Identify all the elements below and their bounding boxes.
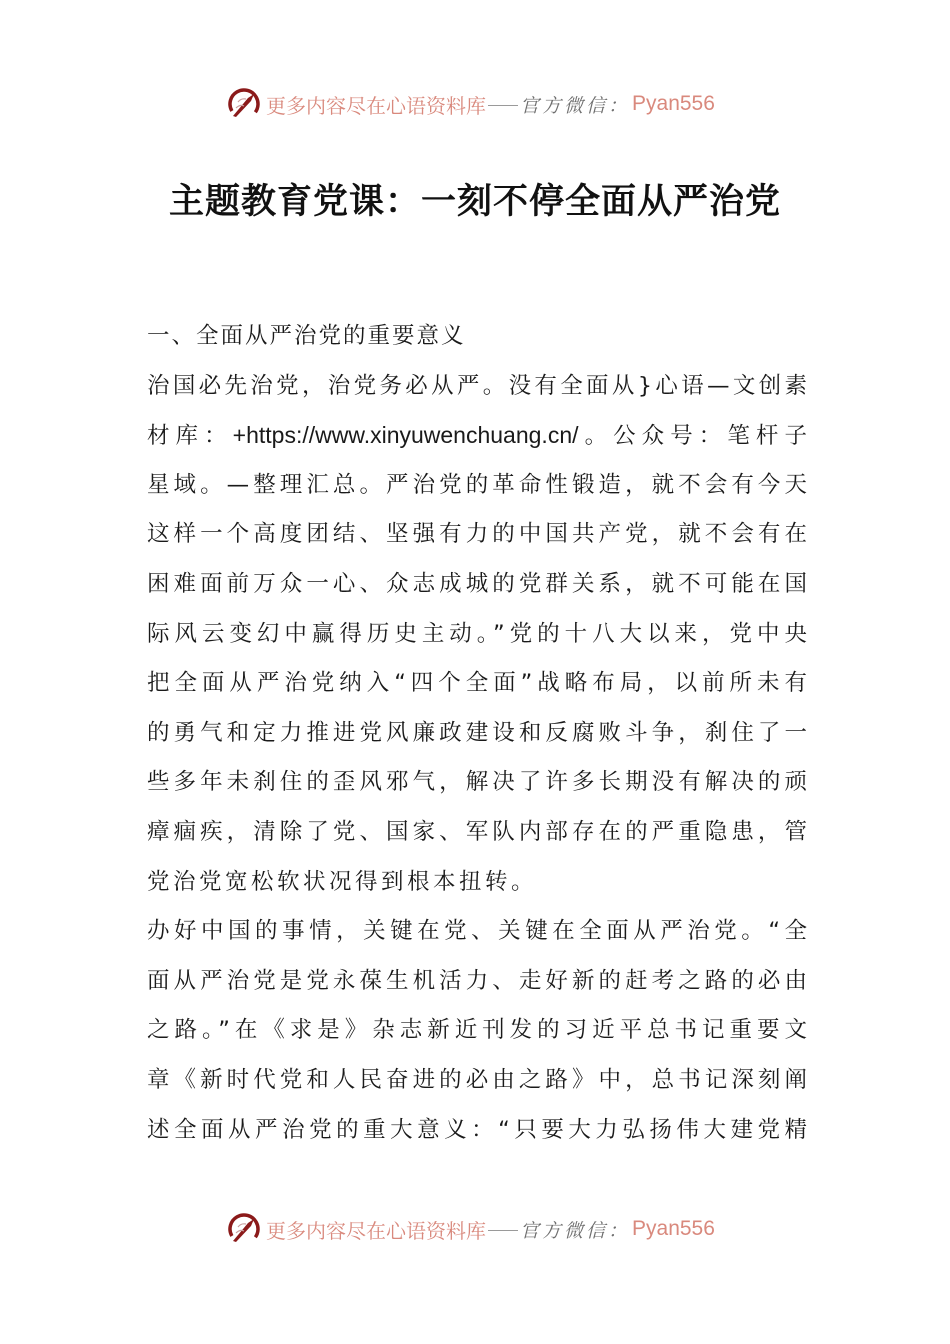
text-line-with-url (147, 411, 807, 461)
quill-pen-logo-icon (226, 1211, 262, 1247)
text-line: 治国必先治党，治党务必从严。没有全面从}心语—文创素 (147, 372, 807, 399)
watermark-main-text: 更多内容尽在心语资料库 (266, 93, 486, 118)
document-title: 主题教育党课：一刻不停全面从严治党 (168, 182, 781, 222)
footer-watermark (226, 1209, 726, 1249)
header-watermark (226, 84, 726, 124)
text-fragment: 。公众号：笔杆子 (578, 423, 807, 450)
text-line: 困难面前万众一心、众志成城的党群关系，就不可能在国 (147, 570, 807, 597)
paragraph-2 (147, 907, 807, 1155)
watermark-main-text: 更多内容尽在心语资料库 (266, 1218, 486, 1243)
paragraph-1 (147, 362, 807, 908)
text-line: 述全面从严治党的重大意义：“只要大力弘扬伟大建党精 (147, 1116, 807, 1143)
watermark-wechat-id: Pyan556 (632, 1217, 715, 1240)
text-line: 党治党宽松软状况得到根本扭转。 (147, 868, 538, 895)
watermark-wechat-id: Pyan556 (632, 92, 715, 115)
text-line: 办好中国的事情，关键在党、关键在全面从严治党。“全 (147, 918, 807, 945)
text-line: 面从严治党是党永葆生机活力、走好新的赶考之路的必由 (147, 967, 807, 994)
text-line: 章《新时代党和人民奋进的必由之路》中，总书记深刻阐 (147, 1066, 807, 1093)
url-link[interactable]: +https://www.xinyuwenchuang.cn/ (232, 422, 579, 449)
text-line: 把全面从严治党纳入“四个全面”战略布局，以前所未有 (147, 670, 807, 697)
text-line: 的勇气和定力推进党风廉政建设和反腐败斗争，刹住了一 (147, 719, 807, 746)
watermark-dash (488, 105, 518, 106)
text-line: 星域。—整理汇总。严治党的革命性锻造，就不会有今天 (147, 471, 807, 498)
text-line: 这样一个高度团结、坚强有力的中国共产党，就不会有在 (147, 521, 807, 548)
text-line: 瘴痼疾，清除了党、国家、军队内部存在的严重隐患，管 (147, 818, 807, 845)
document-body (147, 312, 807, 1155)
watermark-wechat-label: 官方微信： (520, 94, 631, 117)
watermark-wechat-label: 官方微信： (520, 1219, 631, 1242)
section-heading: 一、全面从严治党的重要意义 (147, 323, 466, 349)
text-line: 之路。”在《求是》杂志新近刊发的习近平总书记重要文 (147, 1017, 807, 1044)
text-line: 际风云变幻中赢得历史主动。”党的十八大以来，党中央 (147, 620, 807, 647)
quill-pen-logo-icon (226, 86, 262, 122)
watermark-dash (488, 1230, 518, 1231)
text-line: 些多年未刹住的歪风邪气，解决了许多长期没有解决的顽 (147, 769, 807, 796)
text-fragment: 材库： (147, 423, 233, 450)
